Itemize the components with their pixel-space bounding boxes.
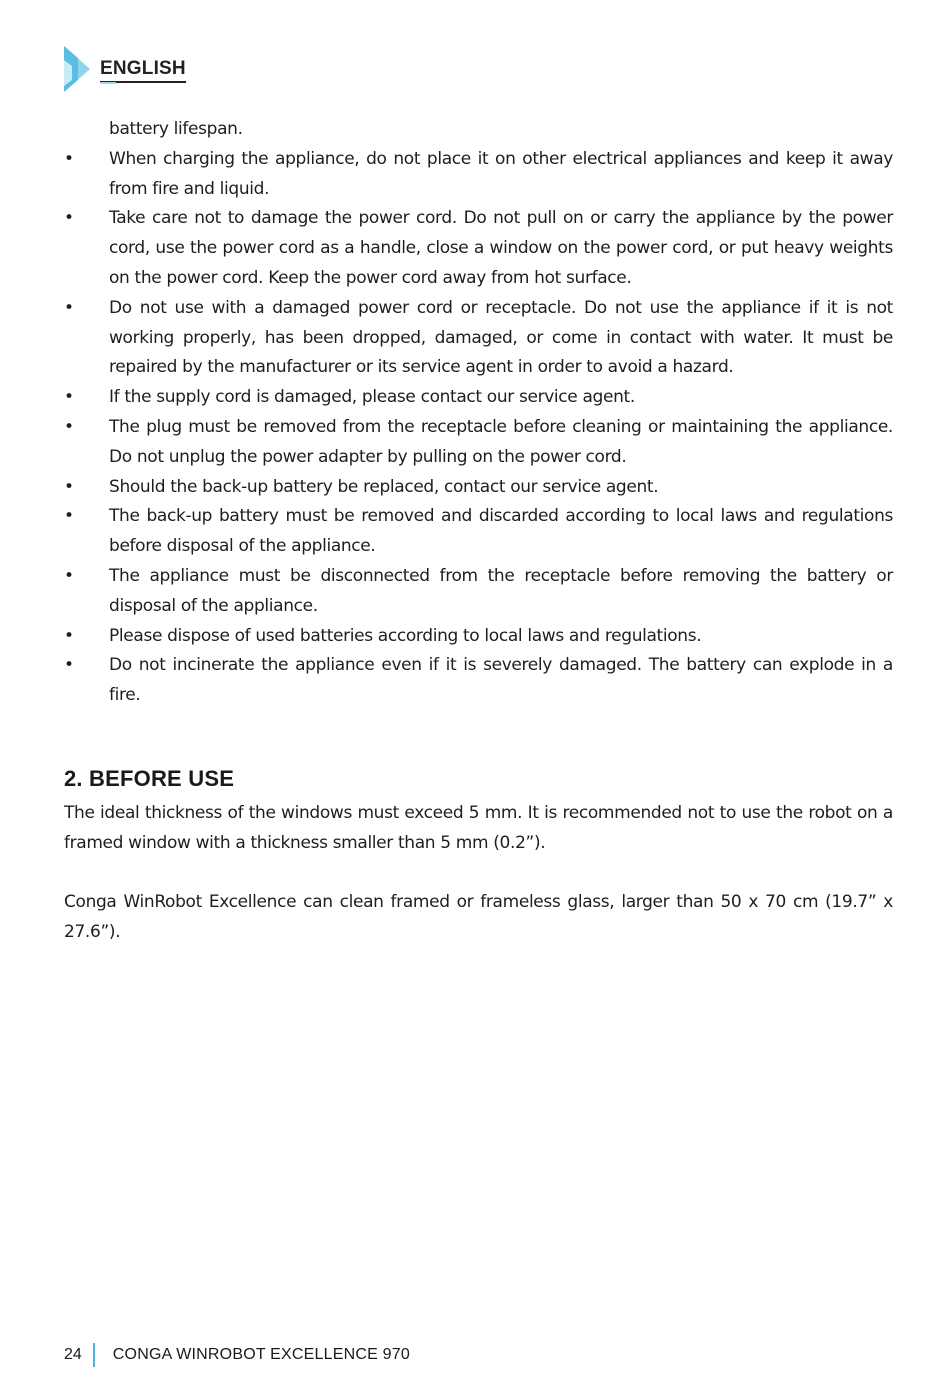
body-paragraph: Conga WinRobot Excellence can clean framed or frameless glass, larger than 50 x 70 cm (19.7” x 27.6”). (64, 892, 893, 942)
safety-instructions-list (64, 115, 893, 711)
page-number: 24 (64, 1346, 82, 1363)
list-item: • The appliance must be disconnected from the receptacle before removing the battery or disposal of the appliance. (64, 562, 893, 622)
section-title: 2. BEFORE USE (64, 766, 235, 791)
list-item: • The back-up battery must be removed and discarded according to local laws and regulations before disposal of the appliance. (64, 502, 893, 562)
list-item: • Please dispose of used batteries according to local laws and regulations. (64, 622, 893, 652)
product-name: CONGA WINROBOT EXCELLENCE 970 (112, 1346, 410, 1363)
list-item: • Do not use with a damaged power cord or receptacle. Do not use the appliance if it is not working properly, has been dropped, damaged, or come in contact with water. It must be repaired by the manufacturer or its service agent in order to avoid a hazard. (64, 294, 893, 383)
list-item: • Should the back-up battery be replaced, contact our service agent. (64, 473, 893, 503)
bullet-glyph: • (64, 565, 74, 586)
bullet-glyph: • (64, 476, 74, 497)
list-item: • Do not incinerate the appliance even if it is severely damaged. The battery can explode in a fire. (64, 651, 893, 711)
bullet-glyph: • (64, 416, 74, 437)
language-underline-accent (100, 82, 116, 84)
list-item: • When charging the appliance, do not place it on other electrical appliances and keep it away from fire and liquid. (64, 145, 893, 205)
bullet-glyph: • (64, 655, 74, 676)
bullet-glyph: • (64, 625, 74, 646)
page-footer (64, 1342, 410, 1368)
continued-text: battery lifespan. (109, 119, 243, 139)
list-item: • Take care not to damage the power cord. Do not pull on or carry the appliance by the power cord, use the power cord as a handle, close a window on the power cord, or put heavy weights on the power cord. Keep the power cord away from hot surface. (64, 204, 893, 293)
bullet-glyph: • (64, 387, 74, 408)
bullet-glyph: • (64, 208, 74, 229)
bullet-glyph: • (64, 148, 74, 169)
body-paragraph: The ideal thickness of the windows must exceed 5 mm. It is recommended not to use the robot on a framed window with a thickness smaller than 5 mm (0.2”). (64, 803, 893, 853)
conga-chevron-logo-icon (64, 46, 90, 92)
list-item: • The plug must be removed from the receptacle before cleaning or maintaining the appliance. Do not unplug the power adapter by pulling on the power cord. (64, 413, 893, 473)
list-item: • If the supply cord is damaged, please contact our service agent. (64, 383, 893, 413)
footer-divider (93, 1343, 95, 1367)
bullet-glyph: • (64, 297, 74, 318)
language-label: ENGLISH (100, 58, 186, 83)
bullet-glyph: • (64, 506, 74, 527)
